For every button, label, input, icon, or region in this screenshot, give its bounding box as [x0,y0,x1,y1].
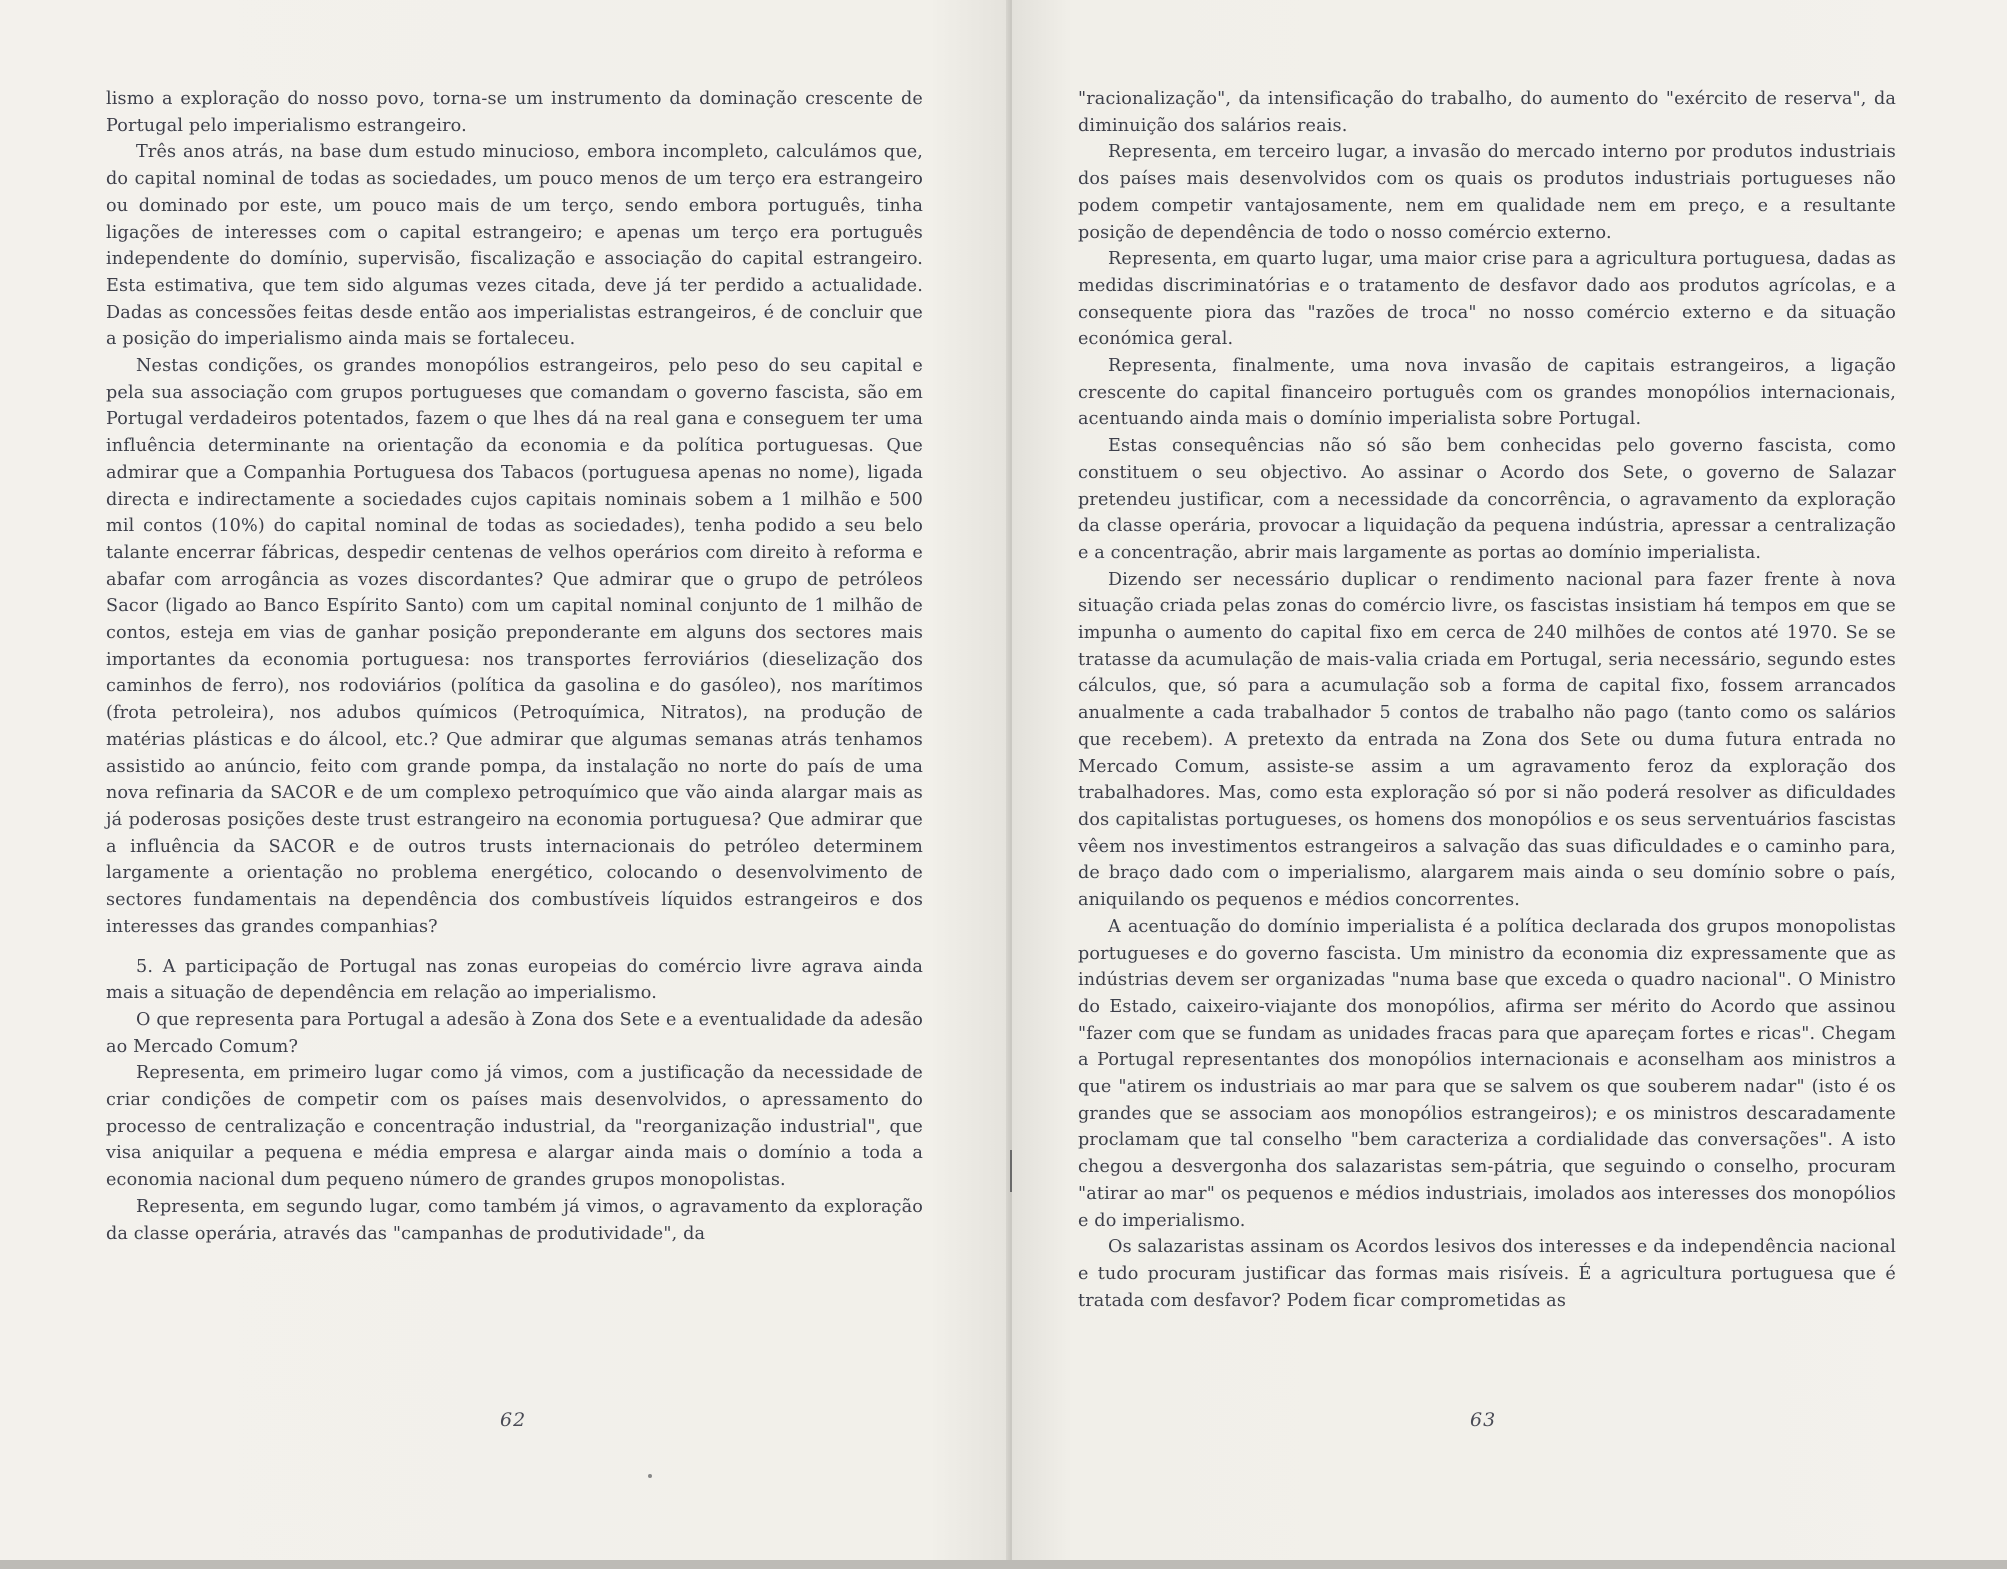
paragraph: Nestas condições, os grandes monopólios estrangeiros, pelo peso do seu capital e pela sua associação com grupos portugueses que comandam o governo fascista, são em Portugal verdadeiros potentados, fazem o que lhes dá na real gana e conseguem ter uma influência determinante na orientação da economia e da política portuguesas. Que admirar que a Companhia Portuguesa dos Tabacos (portuguesa apenas no nome), ligada directa e indirectamente a sociedades cujos capitais nominais sobem a 1 milhão e 500 mil contos (10%) do capital nominal de todas as sociedades), tenha podido a seu belo talante encerrar fábricas, despedir centenas de velhos operários com direito à reforma e abafar com arrogância as vozes discordantes? Que admirar que o grupo de petróleos Sacor (ligado ao Banco Espírito Santo) com um capital nominal conjunto de 1 milhão de contos, esteja em vias de ganhar posição preponderante em alguns dos sectores mais importantes da economia portuguesa: nos transportes ferroviários (dieselização dos caminhos de ferro), nos rodoviários (política da gasolina e do gasóleo), nos marítimos (frota petroleira), nos adubos químicos (Petroquímica, Nitratos), na produção de matérias plásticas e do álcool, etc.? Que admirar que algumas semanas atrás tenhamos assistido ao anúncio, feito com grande pompa, da instalação no norte do país de uma nova refinaria da SACOR e de um complexo petroquímico que vão ainda alargar mais as já poderosas posições deste trust estrangeiro na economia portuguesa? Que admirar que a influência da SACOR e de outros trusts internacionais do petróleo determinem largamente a orientação no problema energético, colocando o desenvolvimento de sectores fundamentais na dependência dos combustíveis líquidos estrangeiros e dos interesses das grandes companhias? [106,356,923,937]
paragraph: "racionalização", da intensificação do trabalho, do aumento do "exército de reserva", da diminuição dos salários reais. [1078,89,1896,136]
paragraph: Dizendo ser necessário duplicar o rendimento nacional para fazer frente à nova situação criada pelas zonas do comércio livre, os fascistas insistiam há tempos em que se impunha o aumento do capital fixo em cerca de 240 milhões de contos até 1970. Se se tratasse da acumulação de mais-valia criada em Portugal, seria necessário, segundo estes cálculos, que, só para a acumulação sob a forma de capital fixo, fossem arrancados anualmente a cada trabalhador 5 contos de trabalho não pago (tanto como os salários que recebem). A pretexto da entrada na Zona dos Sete ou duma futura entrada no Mercado Comum, assiste-se assim a um agravamento feroz da exploração dos trabalhadores. Mas, como esta exploração só por si não poderá resolver as dificuldades dos capitalistas portugueses, os homens dos monopólios e os seus serventuários fascistas vêem nos investimentos estrangeiros a salvação das suas dificuldades e o caminho para, de braço dado com o imperialismo, alargarem mais ainda o seu domínio sobre o país, aniquilando os pequenos e médios concorrentes. [1078,569,1896,911]
left-page-text [106,86,923,1247]
paragraph: Três anos atrás, na base dum estudo minucioso, embora incompleto, calculámos que, do capital nominal de todas as sociedades, um pouco menos de um terço era estrangeiro ou dominado por este, um pouco mais de um terço, sendo embora português, tinha ligações de interesses com o capital estrangeiro; e apenas um terço era português independente do domínio, supervisão, fiscalização e associação do capital estrangeiro. Esta estimativa, que tem sido algumas vezes citada, deve já ter perdido a actualidade. Dadas as concessões feitas desde então aos imperialistas estrangeiros, é de concluir que a posição do imperialismo ainda mais se fortaleceu. [106,142,923,350]
paragraph: Representa, finalmente, uma nova invasão de capitais estrangeiros, a ligação crescente do capital financeiro português com os grandes monopólios internacionais, acentuando ainda mais o domínio imperialista sobre Portugal. [1078,356,1896,430]
page-number: 63 [1470,1409,1497,1431]
paragraph: Representa, em segundo lugar, como também já vimos, o agravamento da exploração da classe operária, através das "campanhas de produtividade", da [106,1196,923,1244]
paragraph: O que representa para Portugal a adesão à Zona dos Sete e a eventualidade da adesão ao Mercado Comum? [106,1009,923,1057]
paragraph: A acentuação do domínio imperialista é a política declarada dos grupos monopolistas portugueses e do governo fascista. Um ministro da economia diz expressamente que as indústrias devem ser organizadas "numa base que exceda o quadro nacional". O Ministro do Estado, caixeiro-viajante dos monopólios, afirma ser mérito do Acordo que assinou "fazer com que se fundam as unidades fracas para que apareçam fortes e ricas". Chegam a Portugal representantes dos monopólios internacionais e aconselham aos ministros a que "atirem os industriais ao mar para que se salvem os que souberem nadar" (isto é os grandes que se associam aos monopólios estrangeiros); e os ministros descaradamente proclamam que tal conselho "bem caracteriza a cordialidade das conversações". A isto chegou a desvergonha dos salazaristas sem-pátria, que seguindo o conselho, procuram "atirar ao mar" os pequenos e médios industriais, imolados aos interesses dos monopólios e do imperialismo. [1078,916,1896,1231]
page-number: 62 [500,1409,527,1431]
paragraph: Estas consequências não só são bem conhecidas pelo governo fascista, como constituem o seu objectivo. Ao assinar o Acordo dos Sete, o governo de Salazar pretendeu justificar, com a necessidade da concorrência, o agravamento da exploração da classe operária, provocar a liquidação da pequena indústria, apressar a centralização e a concentração, abrir mais largamente as portas ao domínio imperialista. [1078,436,1896,563]
right-page [1012,0,2007,1560]
paragraph: Os salazaristas assinam os Acordos lesivos dos interesses e da independência nacional e tudo procuram justificar das formas mais risíveis. É a agricultura portuguesa que é tratada com desfavor? Podem ficar comprometidas as [1078,1237,1896,1311]
paragraph: lismo a exploração do nosso povo, torna-se um instrumento da dominação crescente de Portugal pelo imperialismo estrangeiro. [106,89,923,136]
section-heading-paragraph: 5. A participação de Portugal nas zonas europeias do comércio livre agrava ainda mais a situação de dependência em relação ao imperialismo. [106,956,923,1004]
paragraph: Representa, em quarto lugar, uma maior crise para a agricultura portuguesa, dadas as medidas discriminatórias e o tratamento de desfavor dado aos produtos agrícolas, e a consequente piora das "razões de troca" no nosso comércio externo e da situação económica geral. [1078,249,1896,350]
speck [648,1474,652,1478]
paragraph: Representa, em primeiro lugar como já vimos, com a justificação da necessidade de criar condições de competir com os países mais desenvolvidos, o apressamento do processo de centralização e concentração industrial, da "reorganização industrial", que visa aniquilar a pequena e média empresa e alargar ainda mais o domínio a toda a economia nacional dum pequeno número de grandes grupos monopolistas. [106,1063,923,1191]
right-page-text [1078,86,1896,1314]
paragraph: Representa, em terceiro lugar, a invasão do mercado interno por produtos industriais dos países mais desenvolvidos com os quais os produtos industriais portugueses não podem competir vantajosamente, nem em qualidade nem em preço, e a resultante posição de dependência de todo o nosso comércio externo. [1078,142,1896,243]
